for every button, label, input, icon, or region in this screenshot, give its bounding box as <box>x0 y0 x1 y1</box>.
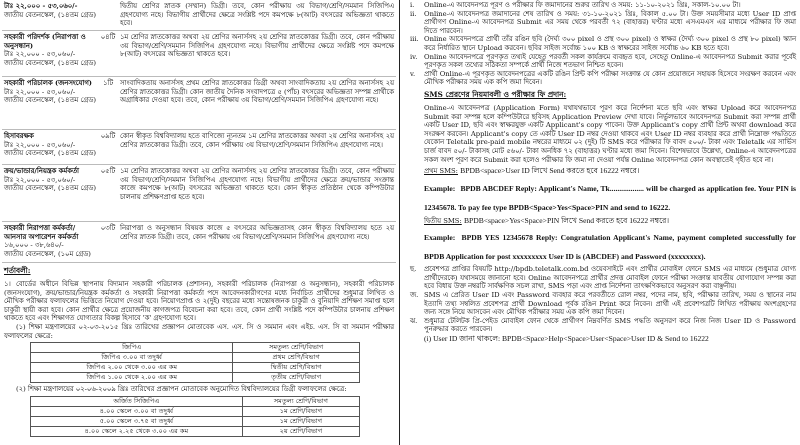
post-count: ০৩টি <box>100 224 116 232</box>
table-cell: ১ম শ্রেণি/বিভাগ <box>242 406 359 416</box>
post-row <box>2 77 396 130</box>
post-name-line: জাতীয় বেতনস্কেল, (১৪তম গ্রেড) <box>4 58 96 67</box>
sms-intro: Online-এ আবেদনপত্র (Application Form) যথাযথভাবে পূরণ করে নির্দেশনা মতে ছবি এবং স্বাক্ষর Upload করে আবেদনপত্র Submit করা সম্পন্ন হলে কম্পিউটারে ছবিসহ Application Preview দেখা যাবে। নির্ভুলভাবে আবেদনপত্র Submit করা সম্পন্ন প্রার্থী একটি User ID, ছবি এবং স্বাক্ষরযুক্ত একটি Applicant's copy পাবেন। উক্ত Applicant's copy প্রার্থী প্রিন্ট অথবা download করে সংরক্ষণ করবেন। Applicant's copy তে একটি User ID নম্বর দেওয়া থাকবে এবং User ID নম্বর ব্যবহার করে প্রার্থী নিম্নোক্ত পদ্ধতিতে যেকোন Teletalk pre-paid mobile নম্বরের মাধ্যমে ০২ (দুই) টি SMS করে পরীক্ষার ফি বাবদ ৫০০/- টাকা এবং Teletalk এর সার্ভিস চার্জ বাবদ ৫০/- টাকাসহ মোট ৫৬০/- টাকা অনধিক ৭২ (বাহাত্তর) ঘণ্টার মধ্যে জমা দিবেন। বিশেষভাবে উল্লেখ্য, Online-এ আবেদনপত্রের সকল অংশ পূরণ করে Submit করা হলেও পরীক্ষার ফি জমা না দেওয়া পর্যন্ত Online আবেদনপত্র কোন অবস্থাতেই গৃহীত হবে না। <box>424 103 796 164</box>
post-name <box>4 167 96 193</box>
table-header-row <box>31 396 360 406</box>
item-number: v. <box>410 69 416 78</box>
item-text: Online আবেদনপত্রে পূরণকৃত তথ্যই যেহেতু পরবর্তী সকল কার্যক্রমে ব্যবহৃত হবে, সেহেতু Online-এ আবেদনপত্র Submit করার পূর্বেই পূরণকৃত সকল তথ্যের সঠিকতা সম্পর্কে প্রার্থী নিজে শতভাগ নিশ্চিত হবেন। <box>424 52 796 70</box>
table-header-cell: সমতুল্য শ্রেণি/বিভাগ <box>233 343 360 353</box>
post-count: ০৪টি <box>100 33 116 41</box>
post-name-line: জাতীয় বেতনস্কেল, (১৪তম গ্রেড) <box>4 184 96 193</box>
post-name-line: সহকারী পরিচালক (জনসংযোগ) <box>4 79 93 87</box>
post-name-line: টাঃ ২২,০০০ - ৫৩,০৬০/- <box>4 2 78 10</box>
list-item <box>410 316 796 334</box>
post-name-line: সহকারী পরিদর্শক (নিরাপত্তা ও <box>4 33 86 41</box>
post-requirement: দ্বিতীয় শ্রেণির স্নাতক (সম্মান) ডিগ্রী। তবে, কোন পরীক্ষায় ৩য় বিভাগ/শ্রেণি/সমমান সিজিপিএ গ্রহণযোগ্য নহে। বিভাগীয় প্রার্থীদের ক্ষেত্রে সংশ্লিষ্ট পদে কমপক্ষে ৮(আট) বৎসরের অভিজ্ঞতা থাকতে হবে। <box>120 2 394 28</box>
sms-second <box>424 216 796 226</box>
list-item <box>410 9 796 36</box>
post-name-line: ১৬,০০০ - ৩৮,৬৪০/- <box>4 241 64 250</box>
table-cell: দ্বিতীয় শ্রেণি/বিভাগ <box>233 363 360 373</box>
post-name-line: আনসার অপারেশন কর্মকর্তা <box>4 232 79 241</box>
post-name <box>4 132 96 158</box>
post-name-line: হিসাবরক্ষক <box>4 132 34 140</box>
list-item <box>410 291 796 317</box>
table-cell: ৫.০০ স্কেলে ৩.৭৫ বা তদুর্ধ্ব <box>31 416 243 426</box>
post-requirement: ১ম শ্রেণির স্নাতকোত্তর অথবা ২য় শ্রেণির অনার্সসহ ২য় শ্রেণির স্নাতকোত্তর ডিগ্রী। তবে, কোন পরীক্ষায় ৩য় বিভাগ/শ্রেণি/সমমান সিজিপিএ গ্রহণযোগ্য নহে। বিভাগীয় প্রার্থীদের ক্ষেত্রে ক্রয়/ভান্ডার সংক্রান্ত কাজে কমপক্ষে ৮(আট) বৎসরের অভিজ্ঞতা থাকতে হবে। কোন স্বীকৃত প্রতিষ্ঠান থেকে কম্পিউটার চালনায় প্রশিক্ষণপ্রাপ্ত হতে হবে। <box>120 167 394 201</box>
post-name-line: টাঃ ২২,০০০ - ৫৩,০৬০/- <box>4 50 76 59</box>
table-cell: জিপিএ ৩.০০ বা তদুর্ধ্ব <box>31 353 233 363</box>
condition-text: বোর্ডের অধীনে বিভিন্ন স্থাপনায় বিদ্যমান সহকারী পরিচালক (প্রশাসন), সহকারী পরিচালক (নিরাপত্তা ও অনুসন্ধান), সহকারী পরিচালক (জনসংযোগ), ক্রয়/ভান্ডার/নিয়ন্ত্রক কর্মকর্তা ও সহকারী নিরাপত্তা কর্মকর্তা পদে আবেদনকারীগণের মধ্যে নির্বাচিত প্রার্থীদের শুধুমাত্র লিখিত ও মৌখিক পরীক্ষার ফলাফলের ভিত্তিতে নিয়োগ দেওয়া হবে। নিয়োগপ্রাপ্ত ও ২(দুই) বছরের মধ্যে সন্তোষজনক চাকুরী ও বুনিয়াদি প্রশিক্ষণ সমাপ্ত হলে চাকুরী স্থায়ী করা হবে। কোন প্রার্থীর ক্ষেত্রে প্রয়োজনীয় কাগজপত্র বিবেচনা করা হবে। তবে, কোন প্রার্থী সংশ্লিষ্ট পদে কম্পিউটার চালনায় প্রশিক্ষণ থাকতে হবে এবং শিক্ষাগত যোগ্যতার বিকল্প হিসাবে 'ক' গ্রহণযোগ্য হবে। <box>4 280 394 323</box>
sms2-label: দ্বিতীয় SMS: <box>424 216 462 225</box>
table-cell: ৪.০০ স্কেলে ৩.০০ বা তদুর্ধ্ব <box>31 406 243 416</box>
left-column <box>2 0 396 445</box>
table-cell: ২য় শ্রেণি/বিভাগ <box>242 426 359 436</box>
post-name-line: জাতীয় বেতনস্কেল, (১৪তম গ্রেড) <box>4 96 96 105</box>
list-item <box>410 52 796 70</box>
post-count: ১টি <box>102 79 114 87</box>
table-cell: ৪.০০ স্কেলে ২.২৫ থেকে ৩.০০ এর কম <box>31 426 243 436</box>
post-requirement: সাংবাদিকতায় অনার্সসহ প্রথম শ্রেণির স্নাতকোত্তর ডিগ্রী অথবা সাংবাদিকতায় ২য় শ্রেণির অনার্সসহ ২য় শ্রেণির স্নাতকোত্তর ডিগ্রী। কোন জাতীয় দৈনিক সংবাদপত্রে ৫ (পাঁচ) বৎসরের অভিজ্ঞতা সম্পন্ন প্রার্থীকে অগ্রাধিকার দেওয়া হবে। তবে, কোন পরীক্ষায় ৩য় বিভাগ/শ্রেণি/সমমান সিজিপিএ গ্রহণযোগ্য নহে। <box>120 79 394 105</box>
ssc-gpa-table <box>30 342 360 383</box>
post-name-line: জাতীয় বেতনস্কেল, (১০ম গ্রেড) <box>4 249 91 258</box>
condition-number: ১। <box>4 280 11 288</box>
post-row <box>2 222 396 263</box>
example1-text: BPDB ABCDEF Reply: Applicant's Name, Tk.................. will be charged as application fee. Your PIN is 12345678. To pay fee type BPDB<Space>Yes<Space>PIN and send to 16222. <box>424 183 796 212</box>
condition-text: (১) শিক্ষা মন্ত্রণালয়ের ০২-০৩-২০১৫ খ্রিঃ তারিখের প্রজ্ঞাপন মোতাবেক এস. এস. সি ও সমমান এবং এইচ. এস. সি বা সমমান পরীক্ষার ফলাফলের ক্ষেত্রে: <box>4 322 394 340</box>
item-text: (i) User ID জানা থাকলে: BPDB<Space>Help<Space>User<Space>User ID & Send to 16222 <box>424 334 709 344</box>
table-row <box>31 373 360 383</box>
table-cell: ১ম শ্রেণি/বিভাগ <box>242 416 359 426</box>
list-item <box>410 69 796 87</box>
table2-caption: (২) শিক্ষা মন্ত্রণালয়ের ০২-০৬-২০০৯ খ্রিঃ তারিখের প্রজ্ঞাপন মোতাবেক অনুমোদিত বিশ্ববিদ্যালয়ের ডিগ্রী ফলাফলের ক্ষেত্রে: <box>16 385 347 394</box>
list-item <box>410 265 796 291</box>
item-text: শুধুমাত্র টেলিটক প্রি-পেইড মোবাইল ফোন থেকে প্রার্থীগণ নিম্নবর্ণিত SMS পদ্ধতি অনুসরণ করে নিজ নিজ User ID ও Password পুনরুদ্ধার করতে পারবেন। <box>424 316 796 334</box>
item-number: ii. <box>410 9 417 18</box>
sms1-label: প্রথম SMS: <box>424 167 458 176</box>
item-number: i. <box>410 1 415 9</box>
example2-text: BPDB YES 12345678 Reply: Congratulation Applicant's Name, payment completed successfully for BPDB Application for post xxxxxxxxx User ID is (ABCDEF) and Password (xxxxxxxx). <box>424 233 796 262</box>
table-header-cell: অর্জিত সিজিপিএ <box>31 396 243 406</box>
table-cell: জিপিএ ১.০০ থেকে ২.০০ এর কম <box>31 373 233 383</box>
condition-item <box>4 280 394 323</box>
example-1 <box>424 176 796 214</box>
post-name-line: টাঃ ২২,০০০ - ৫৩,০৬০/- <box>4 87 76 96</box>
post-row <box>2 0 396 31</box>
table-cell: তৃতীয় শ্রেণি/বিভাগ <box>233 373 360 383</box>
post-row <box>2 31 396 77</box>
example1-label: Example: <box>424 183 456 193</box>
post-requirement: ১ম শ্রেণির স্নাতকোত্তর অথবা ২য় শ্রেণির অনার্সসহ ২য় শ্রেণির স্নাতকোত্তর ডিগ্রী। তবে, কোন পরীক্ষায় ৩য় বিভাগ/শ্রেণি/সমমান সিজিপিএ গ্রহণযোগ্য নহে। বিভাগীয় প্রার্থীদের ক্ষেত্রে সংশ্লিষ্ট পদে কমপক্ষে ৮(আট) বৎসরের অভিজ্ঞতা থাকতে হবে। <box>120 33 394 59</box>
sms-first <box>424 166 796 176</box>
post-count: ০৯টি <box>100 132 116 140</box>
table-row <box>31 416 360 426</box>
item-number: iv. <box>410 52 418 61</box>
post-name <box>4 224 96 258</box>
right-column <box>404 0 798 445</box>
post-name-line: জাতীয় বেতনস্কেল, (১৪তম গ্রেড) <box>4 10 96 19</box>
list-item <box>424 334 796 343</box>
table-cell: জিপিএ ২.০০ থেকে ৩.০০ এর কম <box>31 363 233 373</box>
item-number: জ. <box>410 291 419 300</box>
post-requirement: নিরাপত্তা ও অনুসন্ধান বিষয়ক কাজে ৫ বৎসরের অভিজ্ঞতাসহ কোন স্বীকৃত বিশ্ববিদ্যালয় হতে ২য় শ্রেণির স্নাতক ডিগ্রী। তবে, কোন পরীক্ষায় ৩য় বিভাগ/শ্রেণি/সমমান সিজিপিএ গ্রহণযোগ্য নহে। <box>120 224 394 241</box>
post-name <box>4 2 96 19</box>
post-row <box>2 130 396 165</box>
post-name-line: অনুসন্ধান) <box>4 41 34 50</box>
list-item <box>410 35 796 52</box>
sms1-command: BPDB<space>User ID লিখে Send করতে হবে 16222 নম্বরে। <box>460 166 640 176</box>
table-cell: প্রথম শ্রেণি/বিভাগ <box>233 353 360 363</box>
table-header-cell: সমতুল্য শ্রেণি/বিভাগ <box>242 396 359 406</box>
item-number: ঝ. <box>410 316 418 325</box>
cgpa-table <box>30 396 360 437</box>
table-header-row <box>31 343 360 353</box>
post-name-line: ক্রয়/ভান্ডার/নিয়ন্ত্রক কর্মকর্তা <box>4 167 80 175</box>
post-name-line: টাঃ ২২,০০০ - ৫৩,০৬০/- <box>4 175 76 184</box>
item-text: প্রার্থী Online-এ পূরণকৃত আবেদনপত্রের একটি রঙিন প্রিন্ট কপি পরীক্ষা সংক্রান্ত যে কোন প্রয়োজনে সহায়ক হিসেবে সংরক্ষণ করবেন এবং মৌখিক পরীক্ষার সময় এক কপি জমা দিবেন। <box>424 69 796 87</box>
item-text: Online আবেদনপত্রে প্রার্থী তাঁর রঙিন ছবি (দৈর্ঘ্য ৩০০ pixel ও প্রস্থ ৩০০ pixel) ও স্বাক্ষর (দৈর্ঘ্য ৩০০ pixel ও প্রস্থ ৮০ pixel) স্ক্যান করে নির্ধারিত স্থানে Upload করবেন। ছবির সাইজ সর্বোচ্চ ১০০ KB ও স্বাক্ষরের সাইজ সর্বোচ্চ ৬০ KB হতে হবে। <box>424 35 796 52</box>
post-name <box>4 79 96 105</box>
sms-heading: SMS প্রেরণের নিয়মাবলী ও পরীক্ষার ফি প্রদান: <box>424 89 567 99</box>
post-name-line: জাতীয় বেতনস্কেল, (১৪তম গ্রেড) <box>4 149 96 158</box>
item-number: iii. <box>410 35 419 44</box>
post-name-line: টাঃ ২২,০০০ - ৫৩,০৬০/- <box>4 140 76 149</box>
table-row <box>31 363 360 373</box>
table-row <box>31 426 360 436</box>
item-text: Online-এ আবেদনপত্র পূরণ ও পরীক্ষার ফি জমাদানের শুরুর তারিখ ও সময়: ১১-১০-২০২১ খ্রিঃ, সকাল-১০.০০ টা। <box>424 1 741 9</box>
sms2-command: BPDB<space>Yes<Space>PIN লিখে Send করতে হবে 16222 নম্বরে। <box>463 215 670 225</box>
item-number: ছ. <box>410 265 417 274</box>
post-name-line: সহকারী নিরাপত্তা কর্মকর্তা/ <box>4 224 76 232</box>
post-requirement: কোন স্বীকৃত বিশ্ববিদ্যালয় হতে বাণিজ্যে ন্যূনতম ১ম শ্রেণির স্নাতকোত্তর অথবা ২য় শ্রেণির অনার্সসহ ২য় শ্রেণির স্নাতকোত্তর ডিগ্রী। তবে, কোন পরীক্ষায় ৩য় বিভাগ/শ্রেণি/সমমান সিজিপিএ গ্রহণযোগ্য নহে। <box>120 132 394 149</box>
item-text: Online-এ আবেদনপত্র জমাদানের শেষ তারিখ ও সময়: ৩১-১০-২০২১ খ্রিঃ, বিকাল ৫.০০ টা। উক্ত সময়সীমার মধ্যে User ID প্রাপ্ত প্রার্থীগণ Online-এ আবেদনপত্র Submit এর সময় থেকে পরবর্তী ৭২ (বাহাত্তর) ঘণ্টার মধ্যে এসএমএস এর মাধ্যমে পরীক্ষার ফি জমা দিতে পারবেন। <box>424 9 796 35</box>
column-divider <box>399 0 400 445</box>
post-count: ০৫টি <box>100 167 116 175</box>
item-text: SMS এ প্রেরিত User ID এবং Password ব্যবহার করে পরবর্তীতে রোল নম্বর, পদের নাম, ছবি, পরীক্ষার তারিখ, সময় ও স্থানের নাম ইত্যাদি তথ্য সম্বলিত প্রবেশপত্র প্রার্থী Download পূর্বক রঙিন Print করে নিবেন। প্রার্থী এই প্রবেশপত্রটি লিখিত পরীক্ষায় অংশগ্রহণের জন্য সঙ্গে নিয়ে আসবেন এবং মৌখিক পরীক্ষার সময় এক কপি জমা দিবেন। <box>424 291 796 317</box>
example2-label: Example: <box>424 233 456 243</box>
table-row <box>31 406 360 416</box>
table-header-cell: জিপিএ <box>31 343 233 353</box>
list-item <box>410 1 796 10</box>
example-2 <box>424 225 796 263</box>
conditions-heading: শর্তাবলী: <box>4 266 31 275</box>
post-name <box>4 33 96 67</box>
table-row <box>31 353 360 363</box>
condition-item <box>4 323 394 340</box>
item-text: প্রবেশপত্র প্রাপ্তির বিষয়টি http://bpdb.teletalk.com.bd ওয়েবসাইটে এবং প্রার্থীর মোবাইল ফোনে SMS এর মাধ্যমে (শুধুমাত্র যোগ্য প্রার্থীদেরকে) যথাসময়ে জানানো হবে। Online আবেদনপত্রে প্রার্থীর প্রদত্ত মোবাইল ফোনে পরীক্ষা সংক্রান্ত যাবতীয় যোগাযোগ সম্পন্ন করা হবে বিধায় উক্ত নম্বরটি সার্বক্ষণিক সচল রাখা, SMS পড়া এবং প্রাপ্ত নির্দেশনা তাৎক্ষণিকভাবে অনুসরণ করা বাঞ্ছনীয়। <box>424 265 796 291</box>
post-row <box>2 165 396 222</box>
